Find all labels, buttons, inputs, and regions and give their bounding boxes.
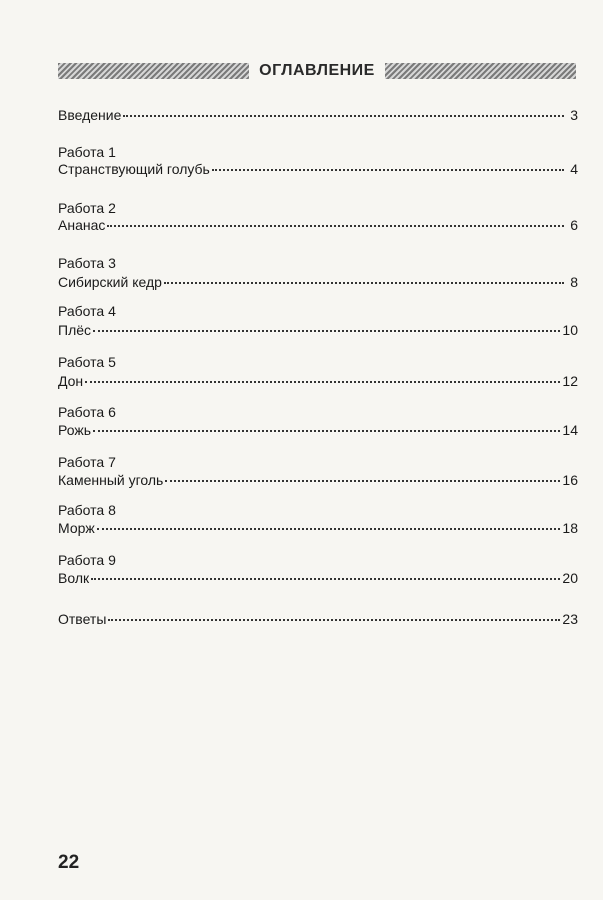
toc-entry-work-5[interactable] (58, 370, 578, 390)
toc-entry-page: 8 (570, 274, 578, 290)
toc-entry-intro[interactable] (58, 104, 578, 124)
toc-entry-page: 4 (570, 161, 578, 177)
dot-leader (164, 268, 564, 284)
toc-entry-work-7[interactable] (58, 469, 578, 489)
dot-leader (85, 367, 560, 383)
dot-leader (212, 155, 564, 171)
page-number: 22 (58, 852, 80, 873)
toc-entry-label: Плёс (58, 322, 92, 338)
toc-entry-work-2[interactable] (58, 214, 578, 234)
toc-entry-work-3[interactable] (58, 271, 578, 291)
toc-entry-label: Введение (58, 107, 122, 123)
header-hatch-left (58, 63, 249, 79)
toc-work-heading: Работа 1 (58, 144, 116, 160)
toc-entry-page: 20 (562, 570, 578, 586)
toc-entry-page: 14 (562, 422, 578, 438)
toc-work-heading: Работа 6 (58, 404, 116, 420)
toc-entry-page: 10 (562, 322, 578, 338)
toc-entry-page: 12 (562, 373, 578, 389)
toc-work-heading: Работа 8 (58, 502, 116, 518)
toc-entry-label: Странствующий голубь (58, 161, 210, 177)
dot-leader (165, 466, 560, 482)
toc-entry-label: Дон (58, 373, 84, 389)
header-hatch-right (385, 63, 576, 79)
dot-leader (108, 605, 560, 621)
toc-work-heading: Работа 9 (58, 552, 116, 568)
toc-entry-work-4[interactable] (58, 319, 578, 339)
dot-leader (93, 316, 560, 332)
toc-entry-label: Ананас (58, 217, 106, 233)
toc-entry-work-6[interactable] (58, 419, 578, 439)
toc-entry-label: Рожь (58, 422, 92, 438)
toc-entry-answers[interactable] (58, 608, 578, 628)
toc-entry-work-1[interactable] (58, 158, 578, 178)
toc-entry-label: Ответы (58, 611, 107, 627)
toc-entry-label: Морж (58, 520, 95, 536)
toc-entry-work-8[interactable] (58, 517, 578, 537)
toc-title: ОГЛАВЛЕНИЕ (259, 62, 375, 79)
toc-work-heading: Работа 5 (58, 354, 116, 370)
toc-entry-work-9[interactable] (58, 567, 578, 587)
toc-entry-label: Каменный уголь (58, 472, 164, 488)
toc-entry-page: 18 (562, 520, 578, 536)
toc-header (58, 60, 576, 82)
dot-leader (97, 514, 561, 530)
toc-work-heading: Работа 3 (58, 255, 116, 271)
toc-work-heading: Работа 4 (58, 303, 116, 319)
toc-work-heading: Работа 7 (58, 454, 116, 470)
dot-leader (107, 211, 564, 227)
dot-leader (91, 564, 560, 580)
toc-entry-page: 16 (562, 472, 578, 488)
dot-leader (93, 416, 560, 432)
toc-entry-page: 23 (562, 611, 578, 627)
toc-entry-page: 3 (570, 107, 578, 123)
toc-entry-label: Сибирский кедр (58, 274, 162, 290)
dot-leader (123, 101, 564, 117)
toc-work-heading: Работа 2 (58, 200, 116, 216)
toc-entry-page: 6 (570, 217, 578, 233)
toc-entry-label: Волк (58, 570, 90, 586)
